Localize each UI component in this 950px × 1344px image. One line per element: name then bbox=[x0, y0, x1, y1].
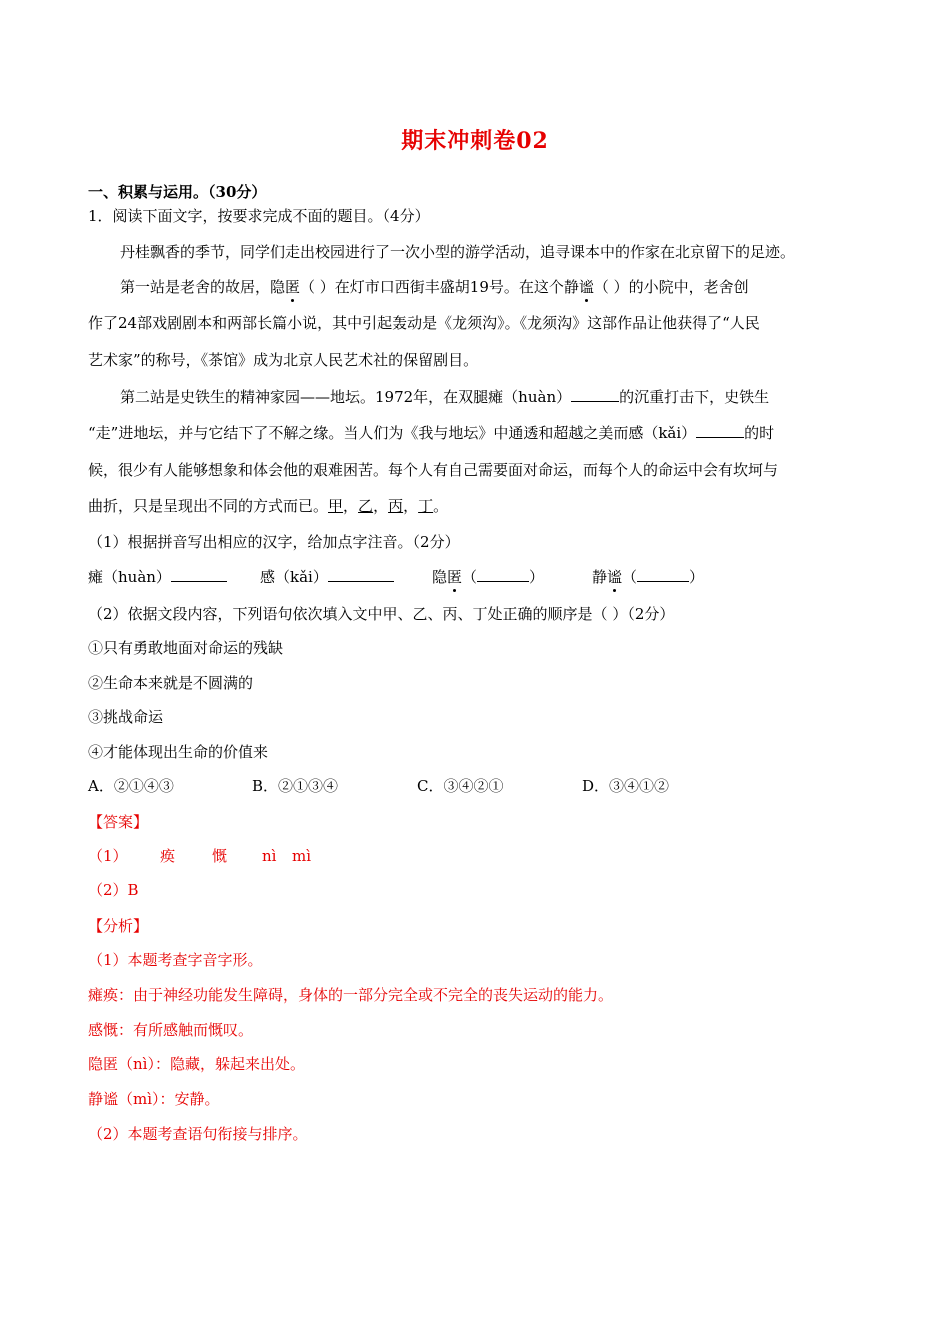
fill-mi-open: （ bbox=[622, 568, 638, 586]
fill-mi-blank[interactable] bbox=[637, 567, 689, 582]
dotted-char-ni: 匿 bbox=[285, 278, 301, 296]
page-title: 期末冲刺卷02 bbox=[401, 128, 549, 154]
sentence-item-1: ①只有勇敢地面对命运的残缺 bbox=[88, 639, 284, 657]
paragraph-5 bbox=[120, 387, 769, 407]
blank-kai[interactable] bbox=[696, 423, 744, 438]
marker-bing: 丙 bbox=[388, 497, 404, 515]
p2-text-a: 第一站是老舍的故居，隐 bbox=[120, 278, 286, 296]
fill-kai-label: 感（kǎi） bbox=[260, 568, 328, 586]
paragraph-7: 候，很少有人能够想象和体会他的艰难困苦。每个人有自己需要面对命运，而每个人的命运中会有坎坷与 bbox=[88, 461, 779, 479]
answer-1-ni: nì bbox=[262, 847, 277, 865]
fill-ni-prefix: 隐 bbox=[432, 568, 448, 586]
fill-kai-blank[interactable] bbox=[328, 567, 394, 582]
sub-question-2: （2）依据文段内容，下列语句依次填入文中甲、乙、丙、丁处正确的顺序是（ ）（2分） bbox=[88, 605, 675, 623]
answer-1-mi: mì bbox=[292, 847, 312, 865]
fill-huan-label: 瘫（huàn） bbox=[88, 568, 171, 586]
analysis-3: 感慨：有所感触而慨叹。 bbox=[88, 1021, 254, 1039]
fill-ni-close: ） bbox=[529, 568, 545, 586]
answer-1-huan: 痪 bbox=[160, 847, 176, 865]
sep-1: ， bbox=[343, 497, 359, 515]
p8-end: 。 bbox=[433, 497, 449, 515]
fill-ni-dotted: 匿 bbox=[447, 568, 463, 586]
section-heading: 一、积累与运用。（30分） bbox=[88, 183, 267, 201]
fill-row bbox=[88, 567, 704, 587]
option-a[interactable]: A．②①④③ bbox=[88, 777, 174, 795]
blank-huan[interactable] bbox=[571, 387, 619, 402]
p6-text-a: “走”进地坛，并与它结下了不解之缘。当人们为《我与地坛》中通透和超越之美而感（kǎi） bbox=[88, 424, 697, 442]
answer-label: 【答案】 bbox=[88, 813, 149, 831]
option-d[interactable]: D．③④①② bbox=[582, 777, 670, 795]
answer-2: （2）B bbox=[88, 881, 139, 899]
fill-mi-prefix: 静 bbox=[592, 568, 608, 586]
fill-ni-open: （ bbox=[462, 568, 478, 586]
p2-text-c: （ ）的小院中，老舍创 bbox=[593, 278, 749, 296]
fill-mi-close: ） bbox=[689, 568, 705, 586]
marker-yi: 乙 bbox=[358, 497, 374, 515]
p5-text-b: 的沉重打击下，史铁生 bbox=[619, 388, 770, 406]
fill-ni-blank[interactable] bbox=[477, 567, 529, 582]
analysis-1: （1）本题考查字音字形。 bbox=[88, 951, 263, 969]
analysis-label: 【分析】 bbox=[88, 917, 149, 935]
sep-2: ， bbox=[373, 497, 389, 515]
p8-text: 曲折，只是呈现出不同的方式而已。 bbox=[88, 497, 329, 515]
dotted-char-mi: 谧 bbox=[578, 278, 594, 296]
option-b[interactable]: B．②①③④ bbox=[252, 777, 339, 795]
paragraph-8 bbox=[88, 496, 448, 516]
question-1: 1．阅读下面文字，按要求完成不面的题目。（4分） bbox=[88, 207, 430, 225]
p6-text-b: 的时 bbox=[744, 424, 775, 442]
fill-huan-blank[interactable] bbox=[171, 567, 227, 582]
options-row bbox=[88, 776, 669, 796]
marker-jia: 甲 bbox=[328, 497, 344, 515]
paragraph-6 bbox=[88, 423, 774, 443]
paragraph-2 bbox=[120, 277, 749, 297]
analysis-6: （2）本题考查语句衔接与排序。 bbox=[88, 1125, 308, 1143]
sub-question-1: （1）根据拼音写出相应的汉字，给加点字注音。（2分） bbox=[88, 533, 460, 551]
sep-3: ， bbox=[403, 497, 419, 515]
sentence-item-2: ②生命本来就是不圆满的 bbox=[88, 674, 254, 692]
marker-ding: 丁 bbox=[418, 497, 434, 515]
option-c[interactable]: C．③④②① bbox=[417, 777, 504, 795]
answer-1-num: （1） bbox=[88, 847, 128, 865]
paragraph-4: 艺术家”的称号，《茶馆》成为北京人民艺术社的保留剧目。 bbox=[88, 351, 479, 369]
paragraph-3: 作了24部戏剧剧本和两部长篇小说，其中引起轰动是《龙须沟》。《龙须沟》这部作品让他获得了“人民 bbox=[88, 314, 760, 332]
fill-mi-dotted: 谧 bbox=[607, 568, 623, 586]
sentence-item-4: ④才能体现出生命的价值来 bbox=[88, 743, 269, 761]
paragraph-1: 丹桂飘香的季节，同学们走出校园进行了一次小型的游学活动，追寻课本中的作家在北京留下的足迹。 bbox=[120, 243, 796, 261]
analysis-2: 瘫痪：由于神经功能发生障碍，身体的一部分完全或不完全的丧失运动的能力。 bbox=[88, 986, 614, 1004]
p2-text-b: （ ）在灯市口西街丰盛胡19号。在这个静 bbox=[300, 278, 579, 296]
p5-text-a: 第二站是史铁生的精神家园——地坛。1972年，在双腿瘫（huàn） bbox=[120, 388, 572, 406]
answer-1-kai: 慨 bbox=[212, 847, 228, 865]
answer-1 bbox=[88, 846, 311, 866]
analysis-4: 隐匿（nì）：隐藏，躲起来出处。 bbox=[88, 1055, 305, 1073]
analysis-5: 静谧（mì）：安静。 bbox=[88, 1090, 220, 1108]
sentence-item-3: ③挑战命运 bbox=[88, 708, 164, 726]
